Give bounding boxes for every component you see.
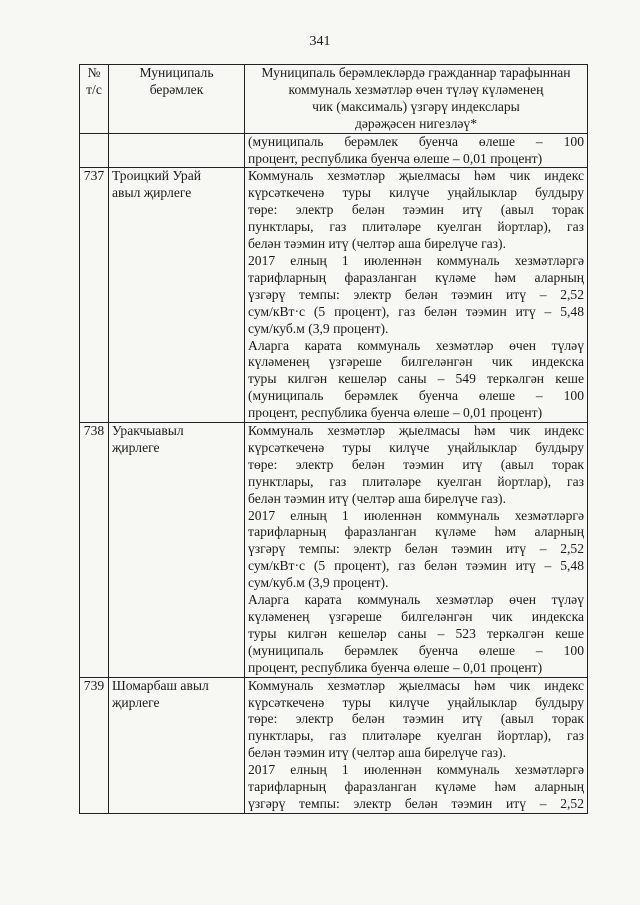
text-paragraph [248,678,584,763]
text-line: туры килгән кешеләр саны – 523 теркәлгән кеше [248,625,584,641]
row-name-cell [109,423,245,678]
text-line: күрсәткеченә туры килүче уңайлыклар булдыру [248,185,584,201]
header-municipality [109,65,245,134]
text-line: Коммуналь хезмәтләр җыелмасы һәм чик индекс [248,423,584,439]
row-text-cell [245,168,588,423]
text-line: сум/куб.м (3,9 процент). [248,320,389,336]
text-line: тарифларның фаразланган күләме һәм аларның [248,779,584,795]
text-line: (муниципаль берәмлек буенча өлеше – 100 [248,642,584,658]
municipality-name-line: авыл җирлеге [112,185,192,201]
header-line: Муниципаль [139,65,214,80]
text-line: күләменең үзгәреше билгеләнгән чик индекска [248,354,584,370]
text-line: төре: электр белән тәэмин итү (авыл торак [248,456,584,472]
text-line: сум/кВт·с (5 процент), газ белән тәэмин итү – 5,48 [248,303,584,319]
text-line: күләменең үзгәреше билгеләнгән чик индекска [248,609,584,624]
text-line: туры килгән кешеләр саны – 549 теркәлгән кеше [248,371,584,387]
text-line: сум/кВт·с (5 процент), газ белән тәэмин итү – 5,48 [248,558,584,574]
text-line: үзгәрү темпы: электр белән тәэмин итү – 2,52 [248,795,584,811]
text-line: 2017 елның 1 июленнән коммуналь хезмәтләргә [248,762,584,778]
text-line: 2017 елның 1 июленнән коммуналь хезмәтләргә [248,252,584,268]
text-line: Аларга карата коммуналь хезмәтләр өчен түләү [248,592,584,608]
text-line: белән тәэмин итү (челтәр аша бирелүче газ). [248,745,506,761]
header-line: дәрәҗәсен нигезләү* [354,115,478,131]
header-justification [245,65,588,134]
text-paragraph [248,423,584,508]
municipality-name-line: Шомарбаш авыл [112,677,209,693]
municipality-name-line: җирлеге [112,439,160,455]
municipality-name-line: җирлеге [112,694,160,710]
header-line: чик (максималь) үзгәрү индекслары [312,98,520,114]
text-line: 2017 елның 1 июленнән коммуналь хезмәтләргә [248,507,584,523]
row-name-cell [109,133,245,168]
text-line: төре: электр белән тәэмин итү (авыл торак [248,711,584,727]
row-name-cell [109,677,245,813]
table-row [80,168,588,423]
header-line: берәмлек [149,81,204,97]
header-number [80,65,109,134]
text-line: Коммуналь хезмәтләр җыелмасы һәм чик индекс [248,168,584,184]
row-name-cell [109,168,245,423]
text-paragraph [248,168,584,253]
table-header-row [80,65,588,134]
header-line: т/с [86,81,102,97]
text-paragraph [248,508,584,593]
continuation-row [80,133,588,168]
text-line: үзгәрү темпы: электр белән тәэмин итү – 2,52 [248,286,584,302]
text-line: (муниципаль берәмлек буенча өлеше – 100 [248,133,584,149]
text-paragraph [248,592,584,677]
text-line: процент, республика буенча өлеше – 0,01 процент) [248,150,543,166]
text-line: пунктлары, газ плитәләре куелган йортлар), газ [248,728,584,744]
text-line: Коммуналь хезмәтләр җыелмасы һәм чик индекс [248,677,584,693]
row-number-cell: 738 [80,423,109,678]
text-line: процент, республика буенча өлеше – 0,01 процент) [248,405,543,421]
header-line: № [87,65,101,80]
row-text-cell [245,423,588,678]
text-line: күрсәткеченә туры килүче уңайлыклар булдыру [248,439,584,455]
row-number-cell: 739 [80,677,109,813]
text-line: белән тәэмин итү (челтәр аша бирелүче газ). [248,236,506,252]
text-line: процент, республика буенча өлеше – 0,01 процент) [248,659,543,675]
text-line: пунктлары, газ плитәләре куелган йортлар), газ [248,219,584,235]
text-line: тарифларның фаразланган күләме һәм аларның [248,269,584,285]
text-paragraph [248,338,584,423]
row-number-cell: 737 [80,168,109,423]
text-line: (муниципаль берәмлек буенча өлеше – 100 [248,388,584,404]
row-text-cell [245,677,588,813]
text-paragraph [248,762,584,813]
municipality-name-line: Троицкий Урай [112,168,202,184]
header-line: коммуналь хезмәтләр өчен түләү күләменең [288,81,544,97]
text-line: тарифларның фаразланган күләме һәм аларның [248,524,584,540]
text-line: үзгәрү темпы: электр белән тәэмин итү – 2,52 [248,541,584,557]
row-number-cell [80,133,109,168]
municipality-name-line: Уракчыавыл [112,423,184,439]
text-line: төре: электр белән тәэмин итү (авыл торак [248,202,584,218]
text-line: белән тәэмин итү (челтәр аша бирелүче газ). [248,490,506,506]
row-text-cell [245,133,588,168]
tariff-index-table [79,64,588,814]
text-line: пунктлары, газ плитәләре куелган йортлар), газ [248,473,584,489]
table-row [80,677,588,813]
header-line: Муниципаль берәмлекләрдә гражданнар тарафыннан [261,65,571,80]
text-line: сум/куб.м (3,9 процент). [248,575,389,591]
page-number: 341 [309,34,331,49]
table-row [80,423,588,678]
text-line: күрсәткеченә туры килүче уңайлыклар булдыру [248,694,584,710]
text-paragraph [248,253,584,338]
text-line: Аларга карата коммуналь хезмәтләр өчен түләү [248,337,584,353]
